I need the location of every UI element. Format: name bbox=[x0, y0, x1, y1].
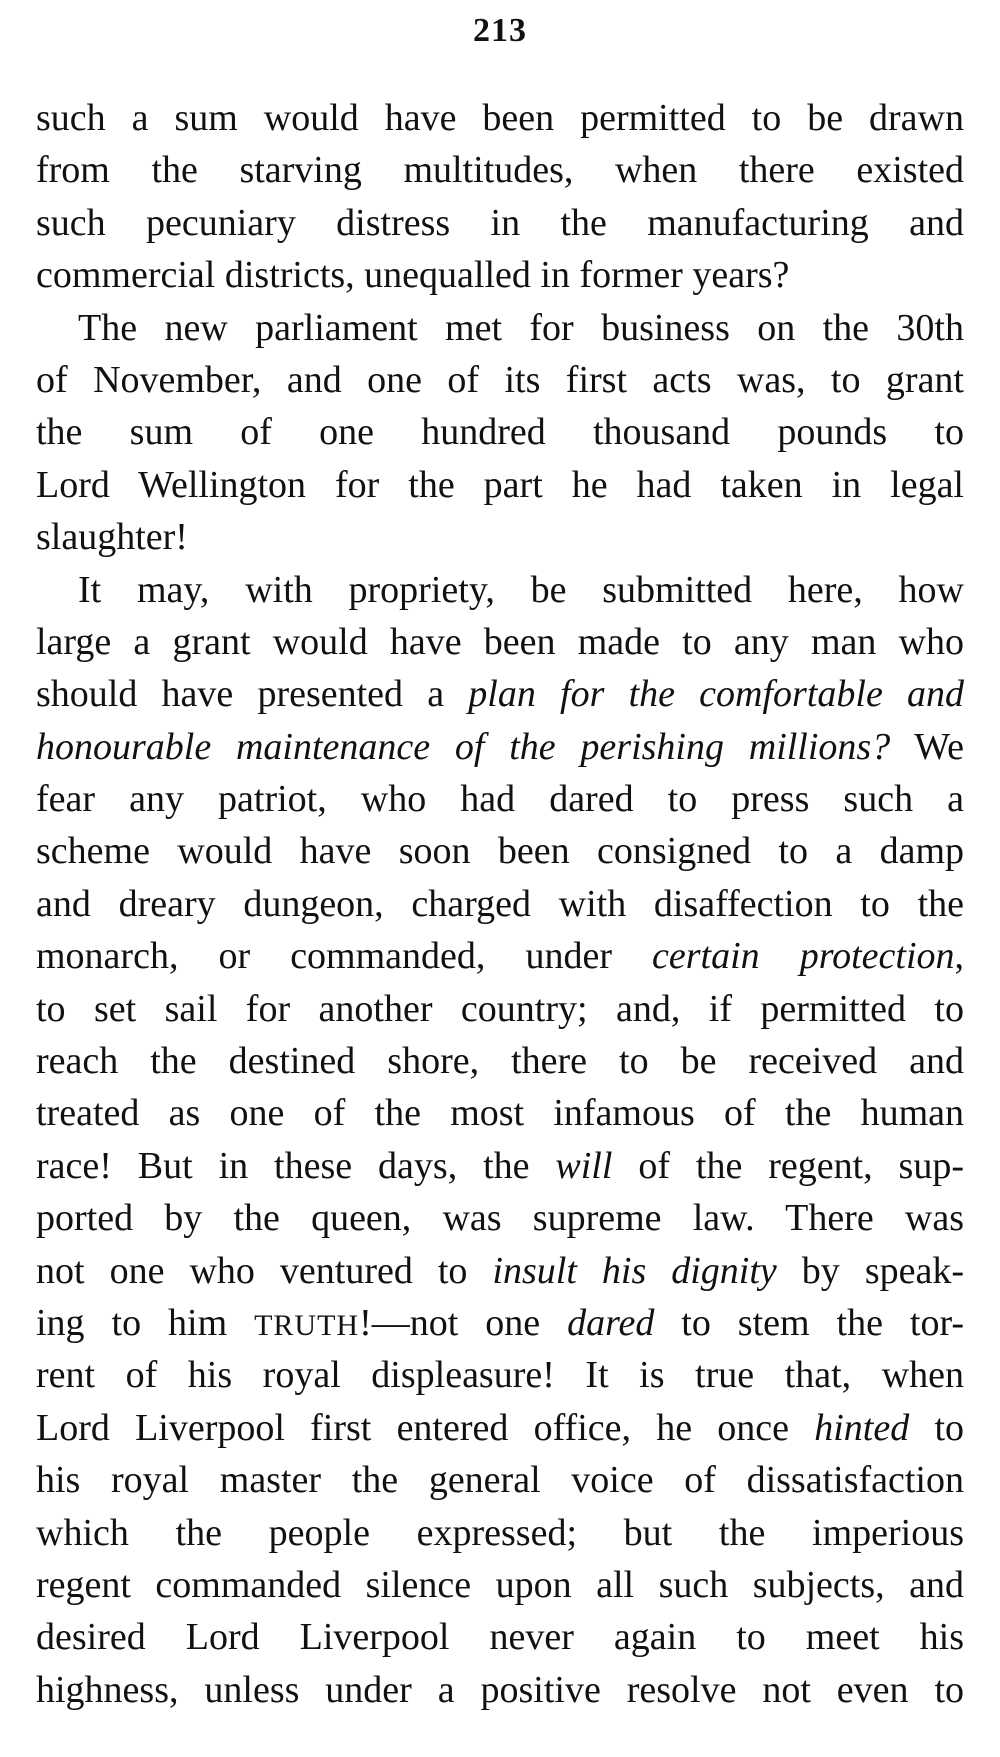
text-line: treated as one of the most infamous of the human bbox=[36, 1092, 964, 1135]
text-line: commercial districts, unequalled in former years? bbox=[36, 254, 790, 297]
body-text bbox=[36, 92, 964, 1716]
text-line: should have presented a plan for the comfortable and bbox=[36, 673, 965, 716]
text-line: the sum of one hundred thousand pounds to bbox=[36, 411, 964, 454]
text-line: to set sail for another country; and, if permitted to bbox=[36, 987, 964, 1030]
text-line: rent of his royal displeasure! It is true that, when bbox=[36, 1354, 964, 1397]
text-line: monarch, or commanded, under certain protection, bbox=[36, 935, 964, 978]
text-line: desired Lord Liverpool never again to meet his bbox=[36, 1616, 964, 1659]
text-line: such pecuniary distress in the manufacturing and bbox=[36, 201, 964, 244]
text-line: of November, and one of its first acts was, to grant bbox=[36, 358, 964, 401]
text-line: his royal master the general voice of dissatisfaction bbox=[36, 1459, 964, 1502]
page-number: 213 bbox=[473, 12, 527, 49]
text-line: Lord Wellington for the part he had taken in legal bbox=[36, 463, 964, 506]
text-line: slaughter! bbox=[36, 516, 188, 559]
italic-text: hinted bbox=[814, 1406, 910, 1449]
text-line: highness, unless under a positive resolve not even to bbox=[36, 1668, 964, 1711]
text-line: fear any patriot, who had dared to press such a bbox=[36, 778, 964, 821]
italic-text: certain protection bbox=[652, 935, 955, 978]
text-line: from the starving multitudes, when there existed bbox=[36, 149, 964, 192]
italic-text: dared bbox=[567, 1301, 655, 1344]
text-line: such a sum would have been permitted to be drawn bbox=[36, 97, 964, 139]
text-line: not one who ventured to insult his dignity by speak- bbox=[36, 1249, 964, 1292]
italic-text: will bbox=[555, 1144, 613, 1187]
text-line: and dreary dungeon, charged with disaffection to the bbox=[36, 882, 964, 925]
text-line: The new parliament met for business on the 30th bbox=[78, 306, 964, 349]
text-line: Lord Liverpool first entered office, he once hinted to bbox=[36, 1406, 965, 1449]
italic-text: honourable maintenance of the perishing millions? bbox=[36, 725, 891, 768]
text-line: ing to him TRUTH!—not one dared to stem the tor- bbox=[36, 1301, 964, 1344]
text-line: race! But in these days, the will of the regent, sup- bbox=[36, 1144, 964, 1187]
text-line: which the people expressed; but the imperious bbox=[36, 1511, 964, 1554]
text-line: scheme would have soon been consigned to a damp bbox=[36, 830, 964, 873]
text-line: regent commanded silence upon all such subjects, and bbox=[36, 1563, 964, 1606]
italic-text: insult his dignity bbox=[492, 1249, 777, 1292]
italic-text: plan for the comfortable and bbox=[468, 673, 965, 716]
small-caps-text: TRUTH bbox=[254, 1308, 360, 1342]
text-line: honourable maintenance of the perishing millions? We bbox=[36, 725, 964, 768]
text-line: reach the destined shore, there to be received and bbox=[36, 1040, 964, 1083]
text-line: It may, with propriety, be submitted here, how bbox=[78, 568, 964, 611]
text-line: large a grant would have been made to any man who bbox=[36, 620, 964, 663]
text-line: ported by the queen, was supreme law. There was bbox=[36, 1197, 964, 1240]
